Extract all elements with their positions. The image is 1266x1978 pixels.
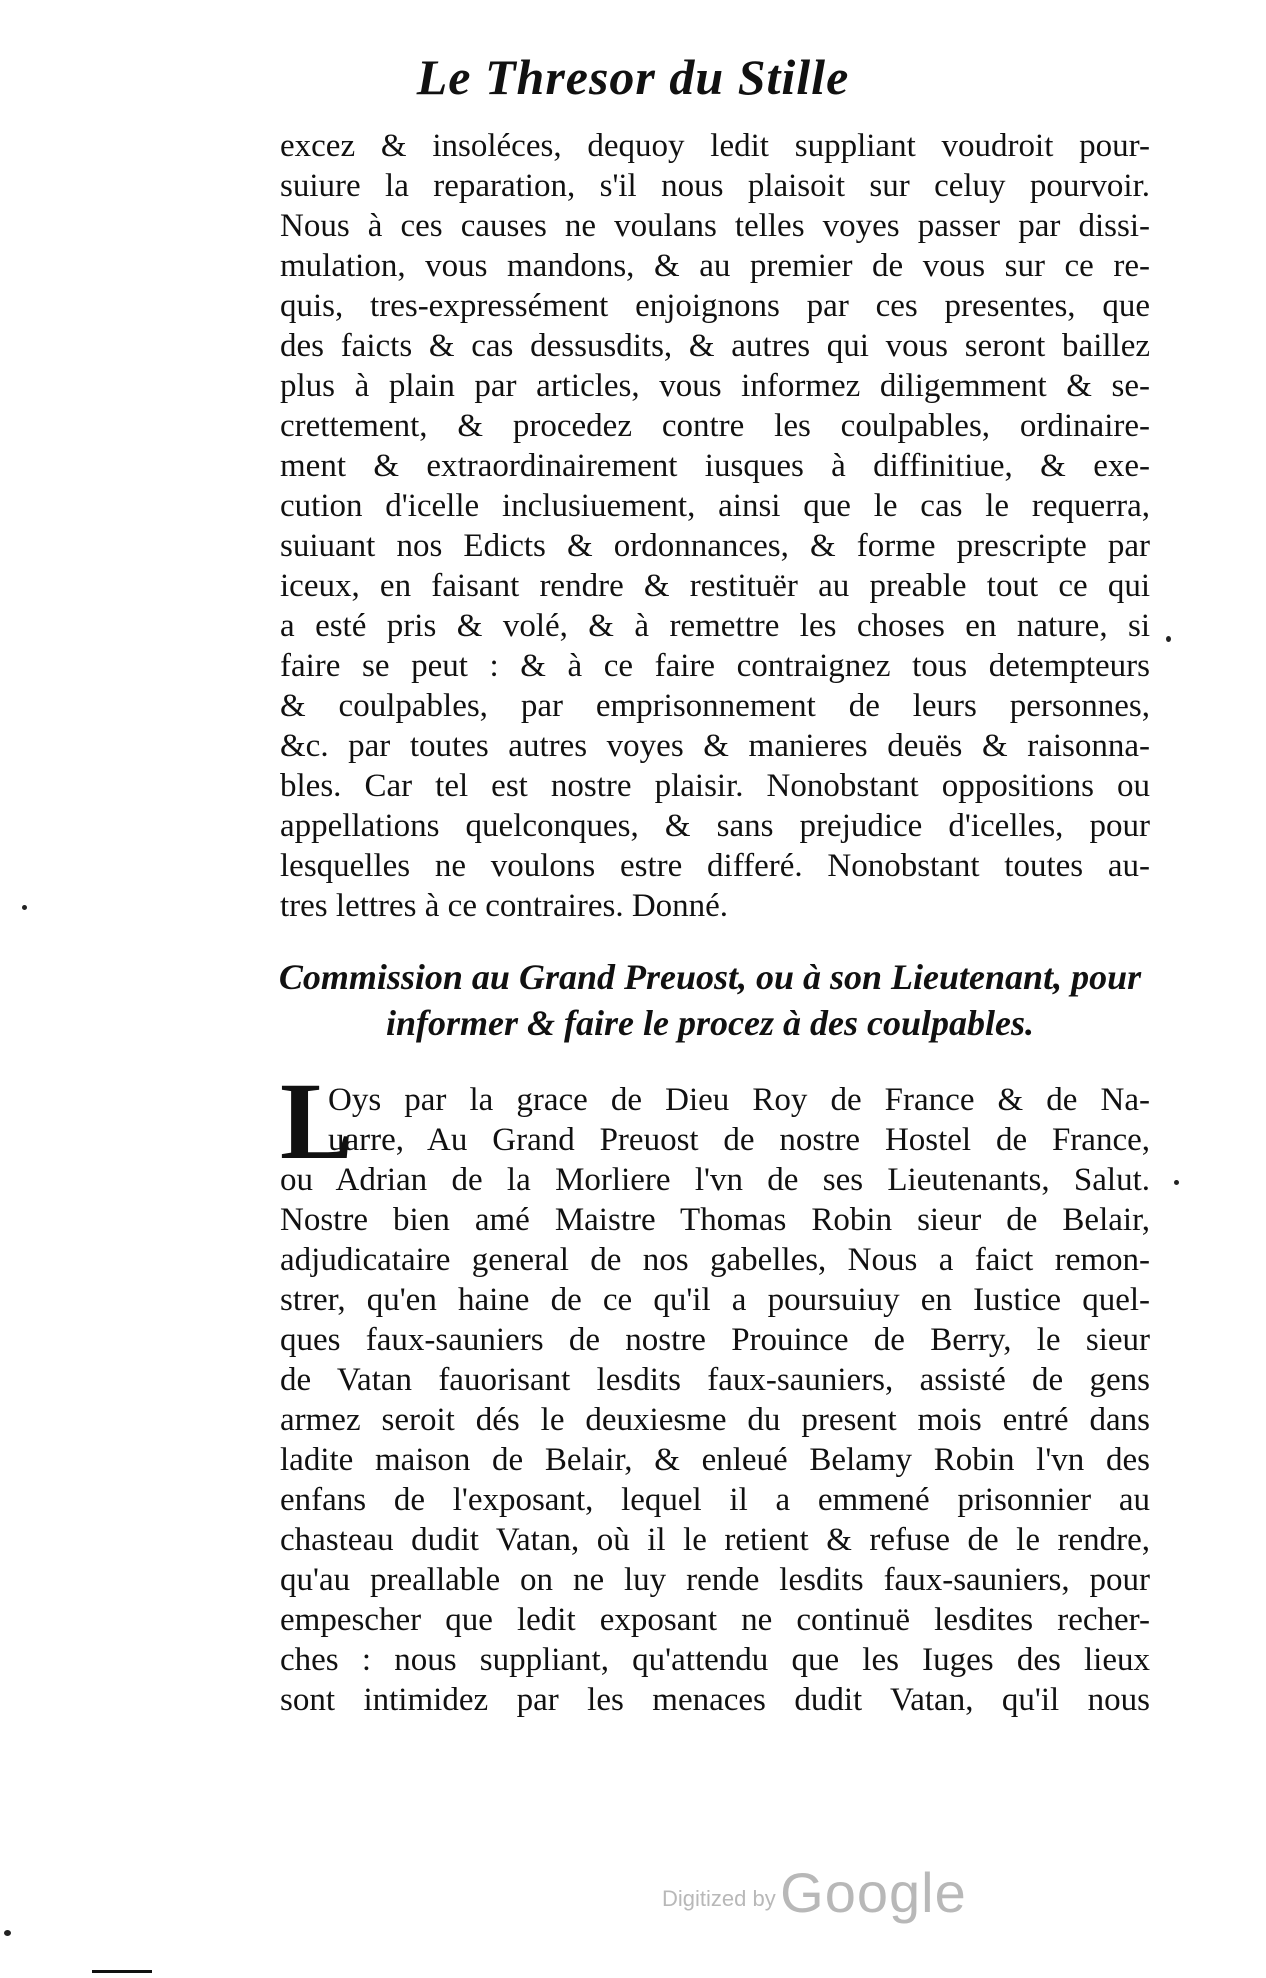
text-line: mulation, vous mandons, & au premier de vous sur ce re- [280,248,1150,284]
text-line: uarre, Au Grand Preuost de nostre Hostel de France, [328,1122,1150,1158]
section-heading [250,954,1170,1046]
text-line: ches : nous suppliant, qu'attendu que les Iuges des lieux [280,1642,1150,1678]
text-line: Nous à ces causes ne voulans telles voyes passer par dissi- [280,208,1150,244]
text-line: Oys par la grace de Dieu Roy de France & de Na- [328,1082,1150,1118]
text-line: adjudicataire general de nos gabelles, Nous a faict remon- [280,1242,1150,1278]
text-line: suiure la reparation, s'il nous plaisoit sur celuy pourvoir. [280,168,1150,204]
heading-line-2: informer & faire le procez à des coulpables. [386,1003,1034,1043]
text-line: lesquelles ne voulons estre differé. Nonobstant toutes au- [280,848,1150,884]
text-line: appellations quelconques, & sans prejudice d'icelles, pour [280,808,1150,844]
text-line: sont intimidez par les menaces dudit Vatan, qu'il nous [280,1682,1150,1718]
text-line: iceux, en faisant rendre & restituër au preable tout ce qui [280,568,1150,604]
watermark-prefix: Digitized by [662,1886,776,1911]
text-line: a esté pris & volé, & à remettre les choses en nature, si [280,608,1150,644]
running-head: Le Thresor du Stille [416,49,850,105]
text-line: qu'au preallable on ne luy rende lesdits faux-sauniers, pour [280,1562,1150,1598]
text-line: crettement, & procedez contre les coulpables, ordinaire- [280,408,1150,444]
scan-speck [1166,636,1171,642]
digitized-watermark [662,1860,967,1925]
text-line: excez & insoléces, dequoy ledit suppliant voudroit pour- [280,128,1150,164]
text-line: ment & extraordinairement iusques à diffinitiue, & exe- [280,448,1150,484]
text-line: des faicts & cas dessusdits, & autres qui vous seront baillez [280,328,1150,364]
text-line: cution d'icelle inclusiuement, ainsi que le cas le requerra, [280,488,1150,524]
text-line: de Vatan fauorisant lesdits faux-sauniers, assisté de gens [280,1362,1150,1398]
text-line: ques faux-sauniers de nostre Prouince de Berry, le sieur [280,1322,1150,1358]
scan-edge-line [92,1970,152,1973]
text-line: &c. par toutes autres voyes & manieres deuës & raisonna- [280,728,1150,764]
body-text-2 [280,1080,1150,1720]
body-text-1 [280,126,1150,926]
text-line: faire se peut : & à ce faire contraignez tous detempteurs [280,648,1150,684]
scan-speck [22,905,27,910]
scan-speck [4,1930,11,1936]
text-line: ladite maison de Belair, & enleué Belamy Robin l'vn des [280,1442,1150,1478]
drop-cap: L [280,1060,354,1182]
text-line: suiuant nos Edicts & ordonnances, & forme prescripte par [280,528,1150,564]
text-line: enfans de l'exposant, lequel il a emmené prisonnier au [280,1482,1150,1518]
text-line: armez seroit dés le deuxiesme du present mois entré dans [280,1402,1150,1438]
heading-line-1: Commission au Grand Preuost, ou à son Lieutenant, pour [278,957,1142,997]
text-line: tres lettres à ce contraires. Donné. [280,888,729,924]
text-line: chasteau dudit Vatan, où il le retient & refuse de le rendre, [280,1522,1150,1558]
text-line: strer, qu'en haine de ce qu'il a poursuiuy en Iustice quel- [280,1282,1150,1318]
text-line: empescher que ledit exposant ne continuë lesdites recher- [280,1602,1150,1638]
text-line: ou Adrian de la Morliere l'vn de ses Lieutenants, Salut. [280,1162,1150,1198]
text-line: Nostre bien amé Maistre Thomas Robin sieur de Belair, [280,1202,1150,1238]
text-line: bles. Car tel est nostre plaisir. Nonobstant oppositions ou [280,768,1150,804]
text-line: quis, tres-expressément enjoignons par ces presentes, que [280,288,1150,324]
text-line: plus à plain par articles, vous informez diligemment & se- [280,368,1150,404]
scan-speck [1174,1180,1179,1185]
text-line: & coulpables, par emprisonnement de leurs personnes, [280,688,1150,724]
google-logo: Google [780,1861,967,1924]
